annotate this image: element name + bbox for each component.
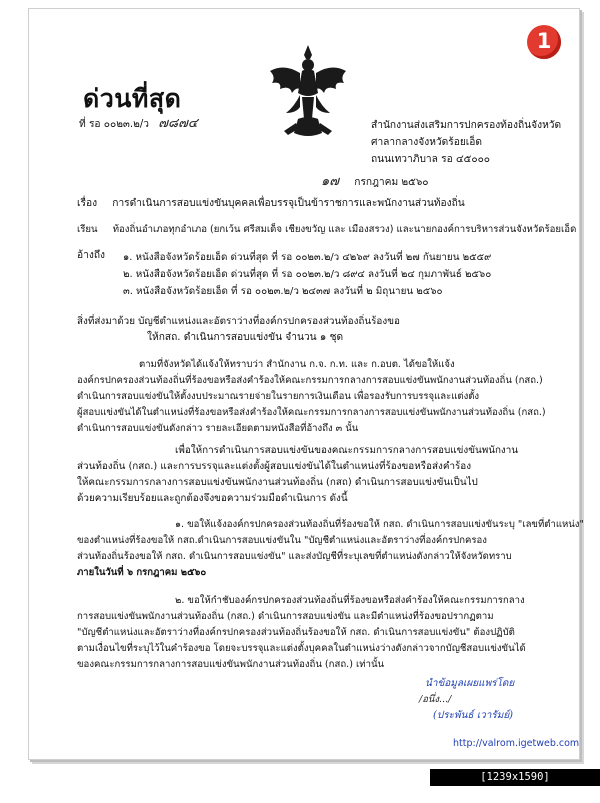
paragraph-line: ด้วยความเรียบร้อยและถูกต้องจึงขอความร่วมมือดำเนินการ ดังนี้ [77,493,348,504]
references-label: อ้างถึง [77,250,105,261]
paragraph-line: ดำเนินการสอบแข่งขันให้ตั้งงบประมาณรายจ่ายในรายการเงินเดือน เพื่อรองรับการบรรจุและแต่งตั้ง [77,391,480,402]
paragraph-line: เพื่อให้การดำเนินการสอบแข่งขันของคณะกรรมการกลางการสอบแข่งขันพนักงาน [175,445,519,456]
office-address [371,117,561,168]
date-month-year: กรกฎาคม ๒๕๖๐ [354,177,429,188]
references-list [123,249,491,300]
item-line: การสอบแข่งขันพนักงานส่วนท้องถิ่น (กสถ.) ดำเนินการสอบแข่งขัน และมีตำแหน่งที่ร้องขอปรากฏตาม [77,611,494,622]
image-info-bar: [1239x1590] https://upic.me/ [430,769,600,786]
item-1 [77,517,584,581]
paragraph-line: ผู้สอบแข่งขันได้ในตำแหน่งที่ร้องขอหรือส่งคำร้องให้คณะกรรมการกลางการสอบแข่งขันพนักงานส่วนท้องถิ่น (กสถ.) [77,407,546,418]
office-line: ถนนเทวาภิบาล รอ ๔๕๐๐๐ [371,154,491,165]
reference-item: ๒. หนังสือจังหวัดร้อยเอ็ด ด่วนที่สุด ที่ รอ ๐๐๒๓.๒/ว ๘๙๔ ลงวันที่ ๒๔ กุมภาพันธ์ ๒๕๖๐ [123,269,492,280]
doc-number-text: ที่ รอ ๐๐๒๓.๒/ว [79,119,150,130]
item-deadline: ภายในวันที่ ๖ กรกฎาคม ๒๕๖๐ [77,567,207,578]
date-day: ๑๗ [321,174,340,189]
paragraph-line: องค์กรปกครองส่วนท้องถิ่นที่ร้องขอหรือส่งคำร้องให้คณะกรรมการกลางการสอบแข่งขันพนักงานส่วนท้องถิ่น (กสถ.) [77,375,543,386]
subject-line [77,197,465,210]
enclosure-line-2: ให้กสถ. ดำเนินการสอบแข่งขัน จำนวน ๑ ชุด [147,332,344,343]
item-line: ๑. ขอให้แจ้งองค์กรปกครองส่วนท้องถิ่นที่ร้องขอให้ กสถ. ดำเนินการสอบแข่งขันระบุ "เลขที่ตำแหน่ง" [175,519,584,530]
publisher-note: นำข้อมูลเผยแพร่โดย [425,678,515,689]
document-page [28,8,584,760]
item-line: ของตำแหน่งที่ร้องขอให้ กสถ.ดำเนินการสอบแข่งขันใน "บัญชีตำแหน่งและอัตราว่างที่องค์กรปกครอง [77,535,487,546]
item-line: ส่วนท้องถิ่นร้องขอให้ กสถ. ดำเนินการสอบแข่งขัน" และส่งบัญชีที่ระบุเลขที่ตำแหน่งดังกล่าวให้จังหวัดทราบ [77,551,512,562]
recipient-line [77,223,576,236]
garuda-emblem-icon [266,41,350,141]
item-line: ของคณะกรรมการกลางการสอบแข่งขันพนักงานส่วนท้องถิ่น (กสถ.) เท่านั้น [77,659,385,670]
subject-label: เรื่อง [77,198,98,209]
publisher-url-link[interactable]: http://valrom.igetweb.com [453,738,580,749]
paragraph-line: ดำเนินการสอบแข่งขันดังกล่าว รายละเอียดตามหนังสือที่อ้างถึง ๓ นั้น [77,423,359,434]
enclosure-line-1: สิ่งที่ส่งมาด้วย บัญชีตำแหน่งและอัตราว่างที่องค์กรปกครองส่วนท้องถิ่นร้องขอ [77,316,400,327]
office-line: สำนักงานส่งเสริมการปกครองท้องถิ่นจังหวัด [371,120,562,131]
document-date [321,175,429,189]
paragraph-line: ตามที่จังหวัดได้แจ้งให้ทราบว่า สำนักงาน ก.จ. ก.ท. และ ก.อบต. ได้ขอให้แจ้ง [139,359,455,370]
reference-item: ๓. หนังสือจังหวัดร้อยเอ็ด ที่ รอ ๐๐๒๓.๒/ว ๒๔๓๗ ลงวันที่ ๒ มิถุนายน ๒๕๖๐ [123,286,443,297]
office-line: ศาลากลางจังหวัดร้อยเอ็ด [371,137,483,148]
paragraph-2 [77,443,518,507]
publisher-name: (ประพันธ์ เวารัมย์) [433,710,514,721]
paragraph-line: ให้คณะกรรมการกลางการสอบแข่งขันพนักงานส่วนท้องถิ่น (กสถ) ดำเนินการสอบแข่งขันเป็นไป [77,477,478,488]
item-line: ๒. ขอให้กำชับองค์กรปกครองส่วนท้องถิ่นที่ร้องขอหรือส่งคำร้องให้คณะกรรมการกลาง [175,595,525,606]
reference-item: ๑. หนังสือจังหวัดร้อยเอ็ด ด่วนที่สุด ที่ รอ ๐๐๒๓.๒/ว ๔๒๖๙ ลงวันที่ ๒๗ กันยายน ๒๕๕๙ [123,252,492,263]
recipient-text: ท้องถิ่นอำเภอทุกอำเภอ (ยกเว้น ศรีสมเด็จ เชียงขวัญ และ เมืองสรวง) และนายกองค์การบริหารส่วนจังหวัดร้อยเอ็ด [112,224,577,235]
paragraph-line: ส่วนท้องถิ่น (กสถ.) และการบรรจุและแต่งตั้งผู้สอบแข่งขันได้ในตำแหน่งที่ร้องขอหรือส่งคำร้อง [77,461,472,472]
item-line: ตามเงื่อนไขที่ระบุไว้ในคำร้องขอ โดยจะบรรจุและแต่งตั้งบุคคลในตำแหน่งว่างดังกล่าวจากบัญชีสอบแข่งขันได้ [77,643,526,654]
subject-text: การดำเนินการสอบแข่งขันบุคคลเพื่อบรรจุเป็นข้าราชการและพนักงานส่วนท้องถิ่น [112,198,465,209]
paragraph-1 [77,357,546,437]
doc-number [79,117,198,131]
doc-number-handwritten: ๗๘๗๔ [158,116,198,131]
page-continuation: /อนึ่ง.../ [419,694,452,705]
item-2 [77,593,526,673]
urgency-title: ด่วนที่สุด [83,84,182,113]
recipient-label: เรียน [77,224,98,235]
item-line: "บัญชีตำแหน่งและอัตราว่างที่องค์กรปกครองส่วนท้องถิ่นร้องขอให้ กสถ. ดำเนินการสอบแข่งขัน" ต้องปฏิบัติ [77,627,515,638]
channel-badge-icon: 1 [527,25,561,59]
